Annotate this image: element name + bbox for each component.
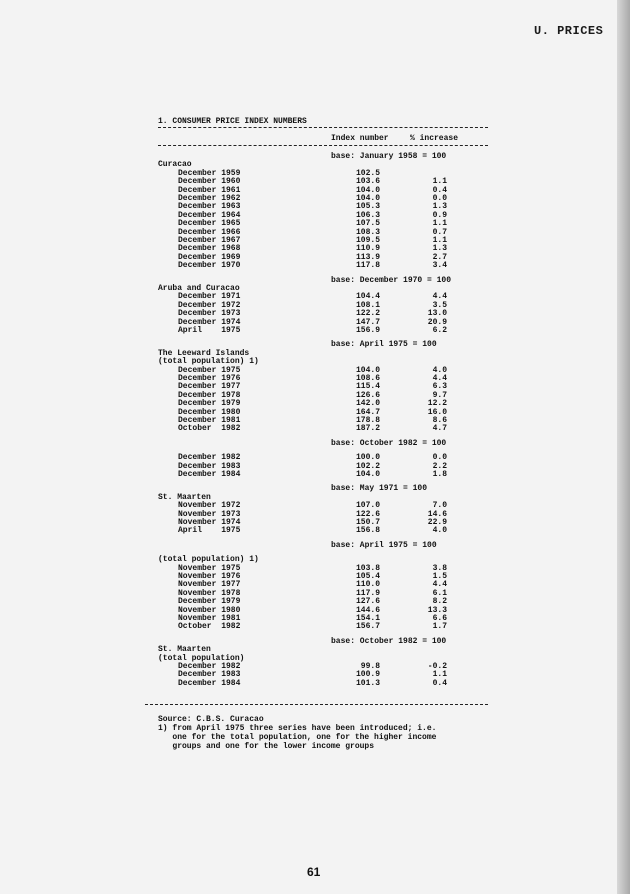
increase-value: 8.2: [432, 597, 447, 607]
period-label: December 1966: [178, 227, 241, 237]
increase-value: 3.8: [432, 563, 447, 573]
table-row: [0, 424, 617, 433]
increase-value: 0.0: [432, 453, 447, 463]
period-label: December 1982: [178, 453, 241, 463]
period-label: December 1982: [178, 662, 241, 671]
index-value: 156.8: [355, 526, 380, 536]
period-label: November 1978: [178, 588, 241, 598]
increase-value: 13.0: [427, 309, 447, 319]
index-value: 104.0: [355, 470, 380, 479]
table-title: 1. CONSUMER PRICE INDEX NUMBERS: [158, 117, 307, 126]
increase-value: 4.4: [432, 374, 447, 383]
period-label: December 1979: [178, 597, 241, 607]
period-label: December 1976: [178, 374, 241, 383]
index-value: 108.6: [355, 374, 380, 383]
increase-value: 6.6: [432, 614, 447, 623]
index-value: 178.8: [355, 416, 380, 425]
period-label: December 1975: [178, 365, 241, 375]
increase-value: 6.1: [432, 588, 447, 598]
base-label: base: October 1982 = 100: [331, 636, 447, 646]
base-label: base: October 1982 = 100: [331, 438, 447, 448]
index-value: 102.2: [355, 461, 380, 471]
col-header-increase: % increase: [410, 134, 459, 143]
index-value: 154.1: [355, 614, 380, 623]
table-row: [0, 326, 617, 335]
period-label: December 1984: [178, 470, 241, 479]
index-value: 110.0: [355, 580, 380, 590]
base-row: [0, 541, 617, 550]
increase-value: 2.2: [432, 461, 447, 471]
period-label: December 1969: [178, 252, 241, 262]
period-label: November 1981: [178, 614, 241, 623]
increase-value: 0.0: [432, 194, 447, 203]
increase-value: 1.7: [432, 622, 447, 632]
increase-value: 1.1: [432, 670, 447, 680]
period-label: December 1973: [178, 309, 241, 319]
period-label: December 1963: [178, 202, 241, 212]
index-value: 122.6: [355, 509, 380, 519]
index-value: 106.3: [355, 210, 380, 220]
index-value: 105.3: [355, 202, 380, 212]
group-label: Aruba and Curacao: [158, 284, 240, 293]
increase-value: 0.4: [432, 185, 447, 195]
period-label: April 1975: [178, 326, 241, 335]
increase-value: 14.6: [427, 509, 447, 519]
period-label: December 1960: [178, 177, 241, 187]
index-value: 156.9: [355, 326, 380, 335]
group-label: (total population) 1): [158, 357, 259, 367]
increase-value: 0.7: [432, 227, 447, 237]
index-value: 103.8: [355, 563, 380, 573]
base-row: [0, 439, 617, 448]
source-note: Source: C.B.S. Curacao: [158, 715, 264, 724]
period-label: December 1962: [178, 194, 241, 203]
index-value: 126.6: [355, 390, 380, 400]
period-label: December 1965: [178, 219, 241, 229]
footnote-line-1: 1) from April 1975 three series have been introduced; i.e.: [158, 724, 437, 733]
base-label: base: May 1971 = 100: [331, 484, 428, 494]
period-label: November 1973: [178, 509, 241, 519]
index-value: 107.0: [355, 501, 380, 511]
group-label: St. Maarten: [158, 492, 211, 502]
base-label: base: December 1970 = 100: [331, 275, 452, 285]
footnote-line-2: one for the total population, one for the higher income: [158, 733, 437, 742]
index-value: 109.5: [355, 236, 380, 245]
period-label: December 1972: [178, 300, 241, 310]
period-label: November 1972: [178, 501, 241, 511]
increase-value: 12.2: [427, 399, 447, 409]
increase-value: 4.7: [432, 424, 447, 434]
index-value: 100.9: [355, 670, 380, 680]
increase-value: 1.1: [432, 236, 447, 245]
period-label: December 1959: [178, 168, 241, 178]
index-value: 102.5: [355, 168, 380, 178]
index-value: 156.7: [355, 622, 380, 632]
index-value: 105.4: [355, 572, 380, 581]
increase-value: 1.3: [432, 202, 447, 212]
group-label: Curacao: [158, 160, 192, 170]
increase-value: 7.0: [432, 501, 447, 511]
index-value: 104.0: [355, 194, 380, 203]
period-label: November 1976: [178, 572, 241, 581]
base-label: base: January 1958 = 100: [331, 152, 447, 161]
header-rule: [158, 145, 488, 146]
period-label: December 1974: [178, 317, 241, 327]
index-value: 100.0: [355, 453, 380, 463]
index-value: 117.9: [355, 588, 380, 598]
index-value: 104.0: [355, 185, 380, 195]
increase-value: 0.9: [432, 210, 447, 220]
period-label: December 1964: [178, 210, 241, 220]
section-header: U. PRICES: [534, 24, 604, 38]
increase-value: 6.2: [432, 326, 447, 335]
page-edge: [617, 0, 630, 894]
index-value: 110.9: [355, 244, 380, 254]
period-label: November 1974: [178, 518, 241, 527]
group-label: The Leeward Islands: [158, 348, 250, 358]
increase-value: 4.0: [432, 526, 447, 536]
increase-value: 4.0: [432, 365, 447, 375]
increase-value: 0.4: [432, 678, 447, 688]
increase-value: 3.5: [432, 300, 447, 310]
increase-value: 1.1: [432, 177, 447, 187]
index-value: 101.3: [355, 678, 380, 688]
period-label: December 1981: [178, 416, 241, 425]
table-row: [0, 470, 617, 479]
increase-value: 20.9: [427, 317, 447, 327]
col-header-index: Index number: [331, 134, 389, 143]
index-value: 127.6: [355, 597, 380, 607]
index-value: 150.7: [355, 518, 380, 527]
period-label: December 1983: [178, 670, 241, 680]
increase-value: 2.7: [432, 252, 447, 262]
increase-value: 1.8: [432, 470, 447, 479]
period-label: November 1980: [178, 605, 241, 615]
period-label: December 1977: [178, 382, 241, 392]
increase-value: 9.7: [432, 390, 447, 400]
index-value: 164.7: [355, 407, 380, 417]
period-label: November 1977: [178, 580, 241, 590]
increase-value: -0.2: [427, 662, 447, 671]
increase-value: 22.9: [427, 518, 447, 527]
index-value: 104.4: [355, 292, 380, 302]
index-value: 117.8: [355, 261, 380, 271]
index-value: 107.5: [355, 219, 380, 229]
page-number: 61: [307, 865, 321, 879]
period-label: October 1982: [178, 622, 241, 632]
footnote-line-3: groups and one for the lower income groups: [158, 742, 375, 751]
base-label: base: April 1975 = 100: [331, 340, 437, 350]
group-label: (total population): [158, 653, 245, 663]
period-label: November 1975: [178, 563, 241, 573]
increase-value: 13.3: [427, 605, 447, 615]
period-label: December 1970: [178, 261, 241, 271]
period-label: December 1979: [178, 399, 241, 409]
increase-value: 8.6: [432, 416, 447, 425]
group-label: St. Maarten: [158, 645, 211, 655]
table-row: [0, 679, 617, 688]
period-label: December 1971: [178, 292, 241, 302]
index-value: 115.4: [355, 382, 380, 392]
increase-value: 1.1: [432, 219, 447, 229]
period-label: December 1967: [178, 236, 241, 245]
index-value: 103.6: [355, 177, 380, 187]
table-row: [0, 526, 617, 535]
index-value: 99.8: [360, 662, 380, 671]
index-value: 142.0: [355, 399, 380, 409]
increase-value: 1.5: [432, 572, 447, 581]
increase-value: 1.3: [432, 244, 447, 254]
period-label: October 1982: [178, 424, 241, 434]
increase-value: 4.4: [432, 580, 447, 590]
index-value: 113.9: [355, 252, 380, 262]
index-value: 104.0: [355, 365, 380, 375]
increase-value: 4.4: [432, 292, 447, 302]
period-label: December 1961: [178, 185, 241, 195]
index-value: 147.7: [355, 317, 380, 327]
base-label: base: April 1975 = 100: [331, 540, 437, 550]
increase-value: 3.4: [432, 261, 447, 271]
bottom-rule: [145, 704, 488, 705]
table-row: [0, 622, 617, 631]
index-value: 144.6: [355, 605, 380, 615]
period-label: December 1968: [178, 244, 241, 254]
index-value: 122.2: [355, 309, 380, 319]
period-label: December 1983: [178, 461, 241, 471]
index-value: 108.1: [355, 300, 380, 310]
table-row: [0, 261, 617, 270]
increase-value: 6.3: [432, 382, 447, 392]
period-label: December 1984: [178, 678, 241, 688]
top-rule: [158, 127, 488, 128]
index-value: 108.3: [355, 227, 380, 237]
index-value: 187.2: [355, 424, 380, 434]
group-label: (total population) 1): [158, 555, 259, 565]
period-label: December 1980: [178, 407, 241, 417]
increase-value: 16.0: [427, 407, 447, 417]
period-label: December 1978: [178, 390, 241, 400]
period-label: April 1975: [178, 526, 241, 536]
